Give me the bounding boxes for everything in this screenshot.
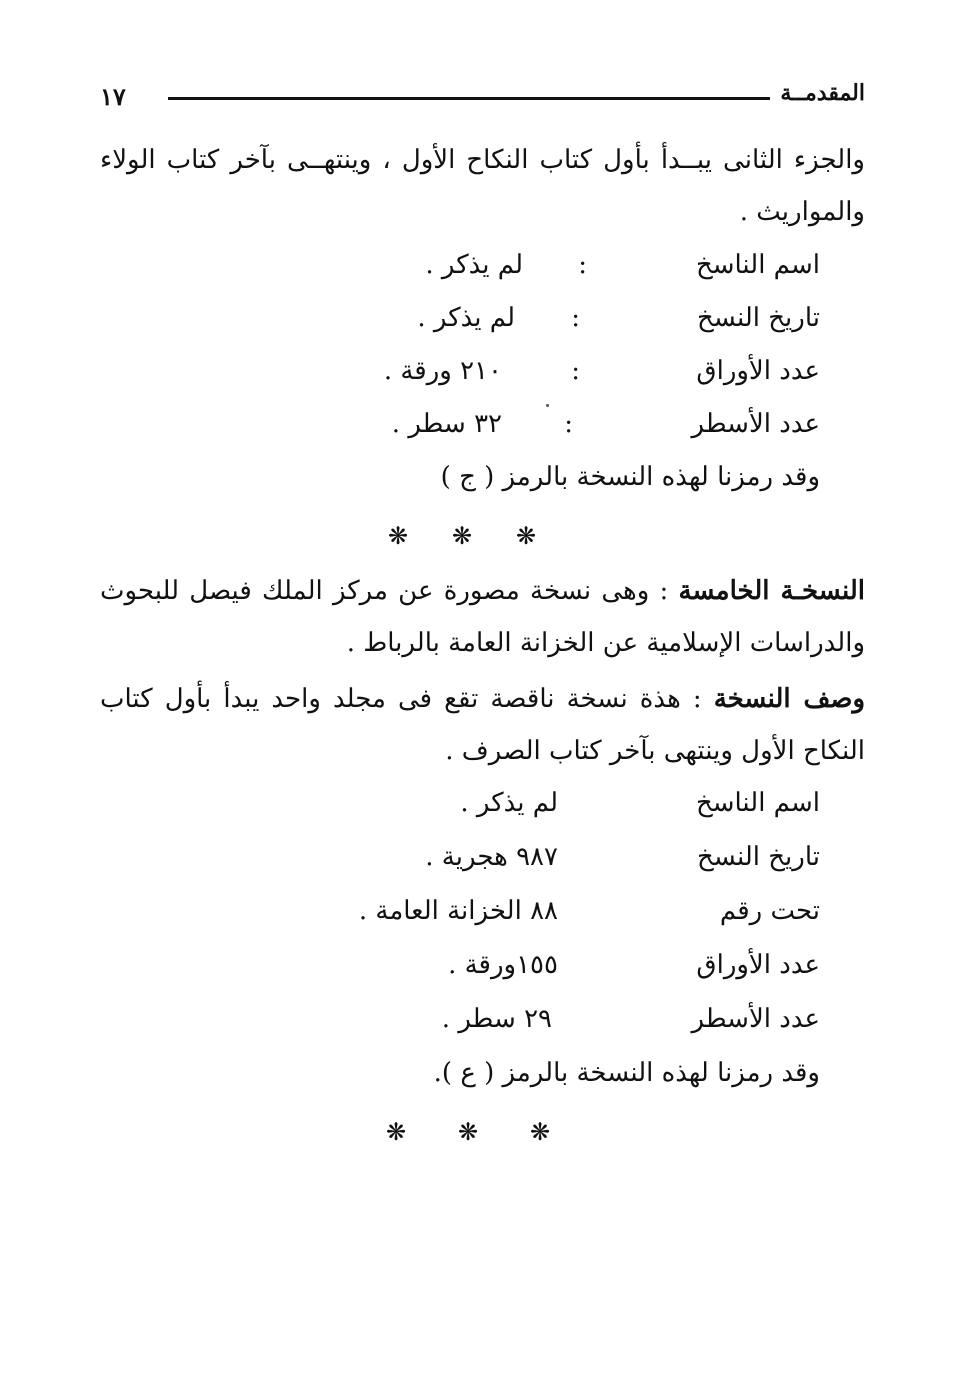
detail-value: ٣٢ سطر . — [391, 409, 502, 439]
asterisk-icon: ❋ — [515, 522, 537, 550]
copy-c-row — [320, 303, 820, 343]
detail-colon: : — [571, 303, 580, 333]
copy-5-paragraph — [100, 565, 865, 669]
description-title: وصف النسخة — [713, 684, 865, 714]
speck — [546, 404, 549, 407]
copy-a-row — [320, 788, 820, 828]
asterisk-icon: ❋ — [457, 1118, 479, 1146]
detail-value: لم يذكر . — [460, 788, 558, 818]
detail-label: تاريخ النسخ — [697, 842, 820, 872]
detail-value: ١٥٥ورقة . — [448, 950, 558, 980]
copy-a-row — [320, 896, 820, 936]
description-text: : هذة نسخة ناقصة تقع فى مجلد واحد يبدأ بأول كتاب النكاح الأول وينتهى بآخر كتاب الصرف . — [100, 684, 865, 766]
detail-colon: : — [578, 250, 587, 280]
detail-label: عدد الأسطر — [691, 1004, 820, 1034]
copy-c-intro: والجزء الثانى يبــدأ بأول كتاب النكاح الأول ، وينتهــى بآخر كتاب الولاء والمواريث . — [100, 145, 865, 227]
detail-label: اسم الناسخ — [695, 788, 820, 818]
asterisk-icon: ❋ — [451, 522, 473, 550]
detail-label: تاريخ النسخ — [697, 303, 820, 333]
copy-a-row — [320, 1004, 820, 1044]
copy-5-title: النسخـة الخامسة — [678, 576, 865, 606]
detail-value: ٢١٠ ورقة . — [383, 356, 502, 386]
detail-value: لم يذكر . — [417, 303, 515, 333]
section-title: المقدمــة — [780, 80, 865, 106]
detail-value: لم يذكر . — [425, 250, 523, 280]
detail-label: اسم الناسخ — [695, 250, 820, 280]
asterisk-icon: ❋ — [387, 522, 409, 550]
detail-colon: : — [571, 356, 580, 386]
copy-c-symbol-note: وقد رمزنا لهذه النسخة بالرمز ( ج ) — [440, 462, 820, 492]
section-divider — [366, 522, 558, 550]
copy-a-row — [320, 842, 820, 882]
page-number: ١٧ — [100, 82, 126, 111]
section-divider — [360, 1118, 576, 1146]
detail-colon: : — [564, 409, 573, 439]
detail-value: ٨٨ الخزانة العامة . — [358, 896, 558, 926]
copy-5-text: : وهى نسخة مصورة عن مركز الملك فيصل للبحوث والدراسات الإسلامية عن الخزانة العامة بالرباط . — [100, 576, 865, 658]
copy-c-row — [320, 356, 820, 396]
asterisk-icon: ❋ — [385, 1118, 407, 1146]
copy-c-row — [320, 409, 820, 449]
detail-label: عدد الأوراق — [696, 950, 820, 980]
copy-c-row — [320, 250, 820, 290]
detail-value: ٢٩ سطر . — [441, 1004, 552, 1034]
header-rule — [168, 97, 770, 100]
asterisk-icon: ❋ — [529, 1118, 551, 1146]
copy-a-symbol-note: وقد رمزنا لهذه النسخة بالرمز ( ع ). — [433, 1058, 820, 1088]
page-header — [100, 78, 865, 118]
detail-value: ٩٨٧ هجرية . — [425, 842, 558, 872]
detail-label: عدد الأسطر — [691, 409, 820, 439]
detail-label: تحت رقم — [719, 896, 820, 926]
detail-label: عدد الأوراق — [696, 356, 820, 386]
description-paragraph — [100, 673, 865, 777]
copy-a-row — [320, 950, 820, 990]
